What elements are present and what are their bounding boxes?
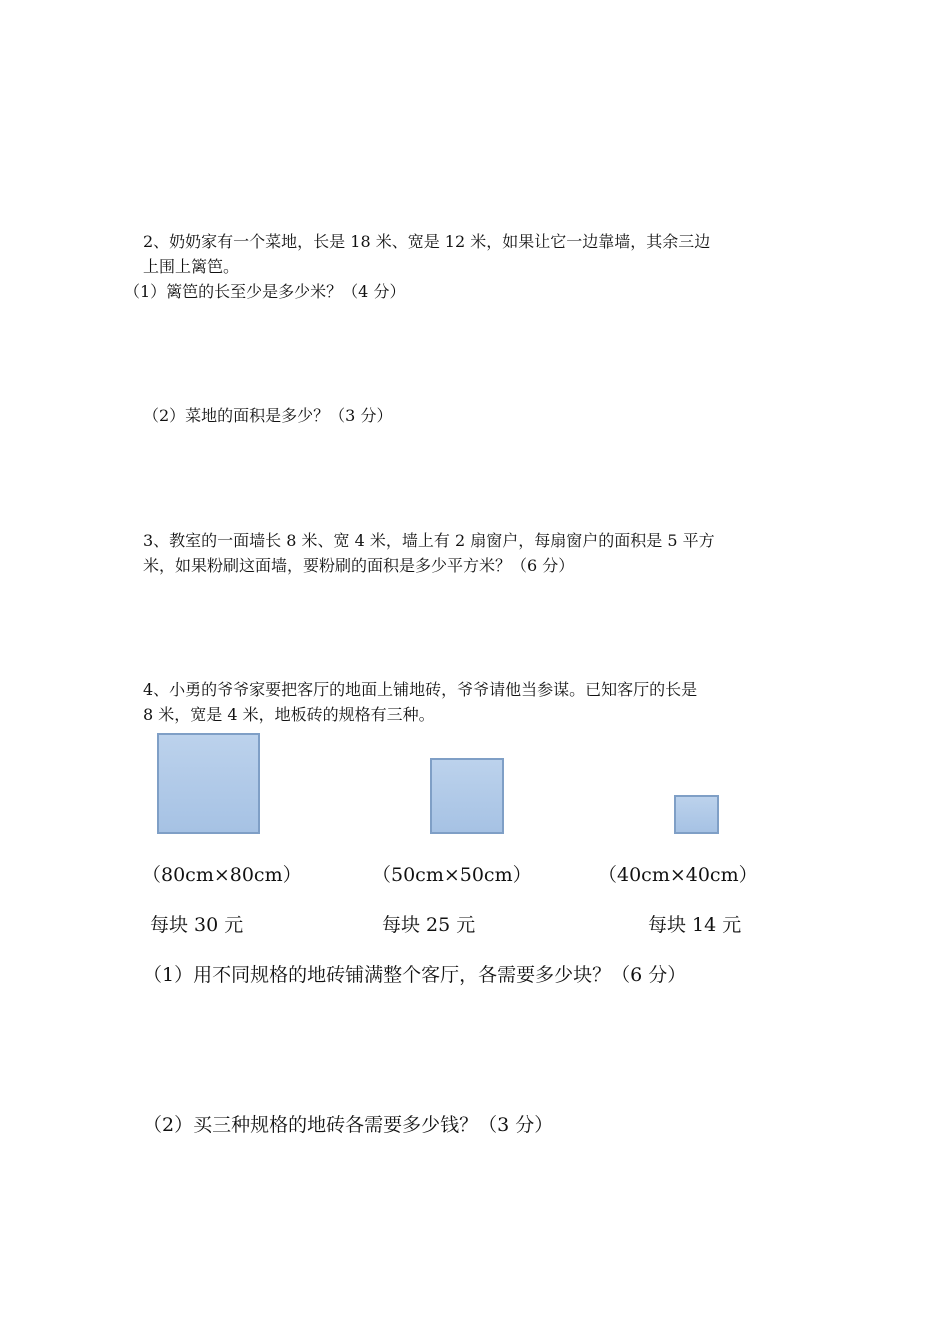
- tile-80-size-label: （80cm×80cm）: [142, 864, 302, 886]
- q3-text-line2: 米，如果粉刷这面墙，要粉刷的面积是多少平方米？（6 分）: [143, 556, 575, 575]
- q4-text-line2: 8 米，宽是 4 米，地板砖的规格有三种。: [143, 705, 435, 724]
- q4-subquestion-2: （2）买三种规格的地砖各需要多少钱？（3 分）: [143, 1114, 554, 1136]
- q4-text-line1: 4、小勇的爷爷家要把客厅的地面上铺地砖，爷爷请他当参谋。已知客厅的长是: [143, 680, 698, 699]
- tile-50-size-label: （50cm×50cm）: [372, 864, 532, 886]
- tile-50cm-square: [430, 758, 504, 834]
- q2-subquestion-2: （2）菜地的面积是多少？（3 分）: [143, 406, 393, 425]
- q4-subquestion-1: （1）用不同规格的地砖铺满整个客厅，各需要多少块？（6 分）: [143, 964, 687, 986]
- q2-text-line1: 2、奶奶家有一个菜地，长是 18 米、宽是 12 米，如果让它一边靠墙，其余三边: [143, 232, 711, 251]
- tile-80cm-square: [157, 733, 260, 834]
- tile-40-price-label: 每块 14 元: [648, 914, 742, 936]
- q3-text-line1: 3、教室的一面墙长 8 米、宽 4 米，墙上有 2 扇窗户，每扇窗户的面积是 5 平方: [143, 531, 715, 550]
- tile-80-price-label: 每块 30 元: [150, 914, 244, 936]
- tile-40cm-square: [674, 795, 719, 834]
- q2-text-line2: 上围上篱笆。: [143, 257, 240, 276]
- tile-50-price-label: 每块 25 元: [382, 914, 476, 936]
- q2-subquestion-1: （1）篱笆的长至少是多少米？（4 分）: [124, 282, 406, 301]
- tile-40-size-label: （40cm×40cm）: [598, 864, 758, 886]
